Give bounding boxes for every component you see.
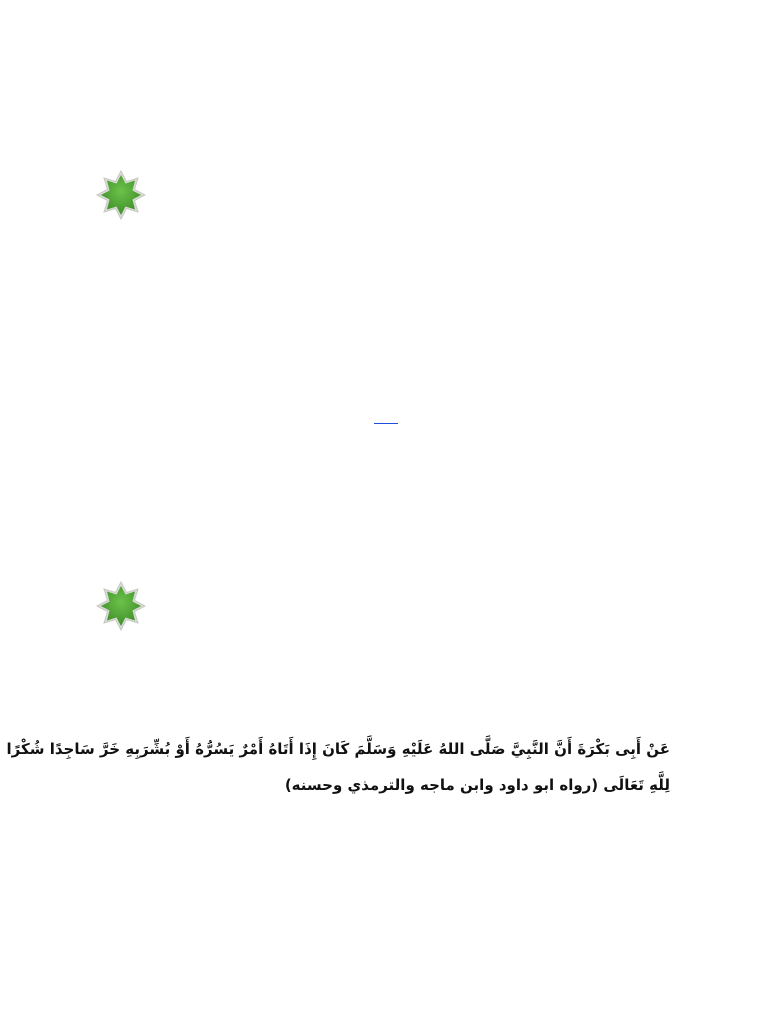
- green-star-bullet-icon: [94, 579, 148, 633]
- hadith-text: [6, 731, 670, 803]
- hadith-line-1: عَنْ أَبِى بَكْرَةَ أَنَّ النَّبِيَّ صَلَّى اللهُ عَلَيْهِ وَسَلَّمَ كَانَ إِذَا أَتَاهُ أَمْرٌ يَسُرُّهُ أَوْ بُشِّرَبِهِ خَرَّ سَاجِدًا شُكْرًا: [6, 740, 670, 758]
- green-star-bullet-icon: [94, 168, 148, 222]
- hadith-line-2: لِلَّهِ تَعَالَى (رواه ابو داود وابن ماجه والترمذي وحسنه): [284, 776, 670, 794]
- footnote-link[interactable]: [374, 407, 398, 424]
- star-bullet-svg: [94, 579, 148, 633]
- star-bullet-svg: [94, 168, 148, 222]
